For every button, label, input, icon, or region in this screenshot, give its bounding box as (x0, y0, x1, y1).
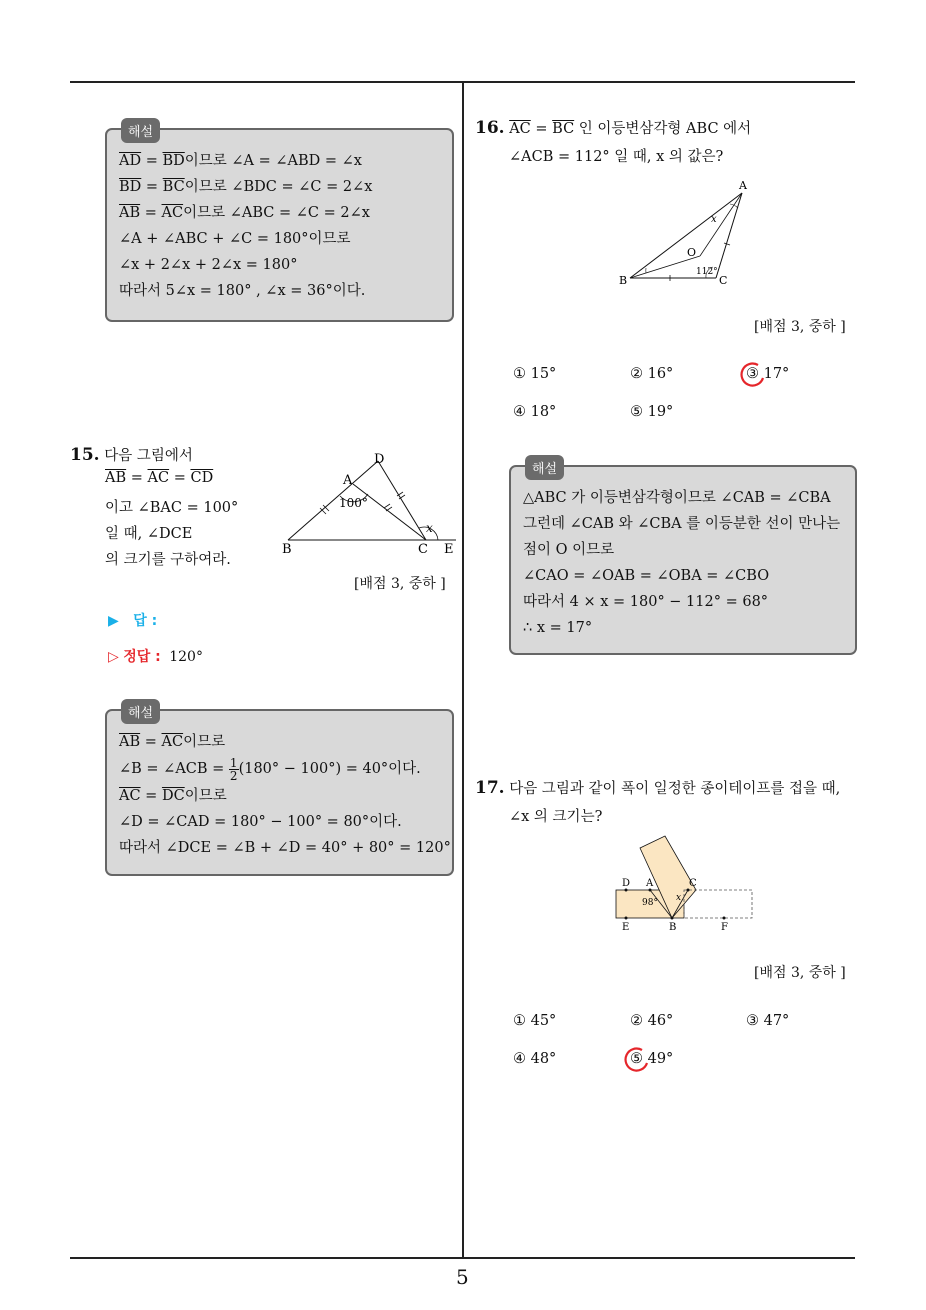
figure-label-A: A (646, 878, 654, 889)
option-17-4[interactable]: ④ 48° (513, 1051, 557, 1067)
solution-line: ∠x + 2∠x + 2∠x = 180° (119, 257, 298, 273)
figure-label-x: x (676, 893, 682, 903)
solution-line: 점이 O 이므로 (523, 542, 615, 558)
answer-arrow-icon: ▶ (108, 613, 119, 629)
solution-line: ∠D = ∠CAD = 180° − 100° = 80°이다. (119, 814, 402, 830)
option-16-2[interactable]: ② 16° (630, 366, 674, 382)
option-17-3[interactable]: ③ 47° (746, 1013, 790, 1029)
solution-line: 따라서 5∠x = 180° , ∠x = 36°이다. (119, 283, 366, 299)
correct-answer-15: ▷ 정답 : 120° (108, 649, 203, 665)
answer-mark-circle-17 (622, 1045, 652, 1075)
option-16-3[interactable]: ③ 17° (746, 366, 790, 382)
solution-tag: 해설 (121, 118, 160, 143)
answer-15: ▶ 답 : (108, 613, 158, 629)
option-16-1[interactable]: ① 15° (513, 366, 557, 382)
solution-line: ∠A + ∠ABC + ∠C = 180°이므로 (119, 231, 351, 247)
solution-line: $\overline{AB} = \overline{AC}$이므로 ∠ABC = ∠C = 2∠x (119, 205, 370, 221)
figure-label-x: x (711, 214, 717, 225)
question-16-line1: 16. $\overline{AC} = \overline{BC}$ 인 이등변삼각형 ABC 에서 (475, 118, 752, 138)
solution-line: $\overline{AC} = \overline{DC}$이므로 (119, 788, 227, 804)
score-16: [배점 3, 중하 ] (754, 319, 846, 335)
solution-line: 따라서 4 × x = 180° − 112° = 68° (523, 594, 769, 610)
figure-label-O: O (687, 246, 697, 259)
solution-line: ∴ x = 17° (523, 620, 593, 636)
bottom-rule (70, 1257, 855, 1259)
solution-tag: 해설 (121, 699, 160, 724)
figure-label-B: B (669, 922, 677, 933)
figure-label-B: B (282, 542, 292, 557)
question-number: 17. (475, 778, 505, 798)
figure-label-B: B (619, 274, 628, 287)
option-17-5[interactable]: ⑤ 49° (630, 1051, 674, 1067)
option-17-1[interactable]: ① 45° (513, 1013, 557, 1029)
option-16-5[interactable]: ⑤ 19° (630, 404, 674, 420)
question-number: 15. (70, 445, 100, 465)
score-15: [배점 3, 중하 ] (354, 576, 446, 592)
figure-label-x: x (426, 521, 433, 535)
figure-label-D: D (622, 878, 631, 889)
figure-label-C: C (689, 878, 697, 889)
solution-line: $\overline{AD} = \overline{BD}$이므로 ∠A = ∠ABD = ∠x (119, 153, 362, 169)
question-number: 16. (475, 118, 505, 138)
solution-line: △ABC 가 이등변삼각형이므로 ∠CAB = ∠CBA (523, 490, 831, 506)
figure-15-triangle (280, 448, 460, 558)
solution-line: $\overline{AB} = \overline{AC}$이므로 (119, 734, 226, 750)
figure-label-E: E (444, 542, 454, 557)
option-17-2[interactable]: ② 46° (630, 1013, 674, 1029)
figure-label-C: C (418, 542, 428, 557)
solution-line: 따라서 ∠DCE = ∠B + ∠D = 40° + 80° = 120° (119, 840, 451, 856)
column-divider (462, 83, 464, 1258)
solution-line: $\overline{BD} = \overline{BC}$이므로 ∠BDC = ∠C = 2∠x (119, 179, 373, 195)
figure-label-angle: 112° (696, 267, 718, 277)
correct-arrow-icon: ▷ (108, 649, 119, 665)
question-15-line5: 의 크기를 구하여라. (105, 552, 231, 568)
solution-box-14 (105, 125, 454, 322)
figure-label-angle: 98° (642, 898, 658, 908)
solution-box-16 (509, 462, 857, 655)
option-16-4[interactable]: ④ 18° (513, 404, 557, 420)
answer-mark-circle-16 (738, 360, 768, 390)
question-15-line2: $\overline{AB} = \overline{AC} = \overline{CD}$ (105, 470, 214, 486)
figure-16-triangle (614, 176, 764, 291)
figure-label-C: C (719, 274, 728, 287)
figure-label-A: A (739, 179, 747, 192)
page-number: 5 (456, 1265, 469, 1289)
solution-line: ∠B = ∠ACB = $\frac{1}{2}$ (180° − 100°) = 40°이다. (119, 755, 421, 783)
question-15-line3: 이고 ∠BAC = 100° (105, 500, 239, 516)
solution-box-15 (105, 706, 454, 876)
question-17-line1: 17. 다음 그림과 같이 폭이 일정한 종이테이프를 접을 때, (475, 778, 841, 798)
solution-line: 그런데 ∠CAB 와 ∠CBA 를 이등분한 선이 만나는 (523, 516, 841, 532)
figure-label-A: A (343, 473, 353, 488)
figure-17-tape (610, 832, 760, 942)
figure-label-D: D (374, 452, 385, 467)
solution-line: ∠CAO = ∠OAB = ∠OBA = ∠CBO (523, 568, 770, 584)
figure-label-angle: 100° (339, 496, 368, 510)
score-17: [배점 3, 중하 ] (754, 965, 846, 981)
solution-tag: 해설 (525, 455, 564, 480)
question-16-line2: ∠ACB = 112° 일 때, x 의 값은? (509, 149, 724, 165)
figure-label-F: F (721, 922, 728, 933)
question-15-line1: 15. 다음 그림에서 (70, 445, 193, 465)
figure-label-E: E (622, 922, 630, 933)
question-17-line2: ∠x 의 크기는? (509, 809, 603, 825)
question-15-line4: 일 때, ∠DCE (105, 526, 193, 542)
